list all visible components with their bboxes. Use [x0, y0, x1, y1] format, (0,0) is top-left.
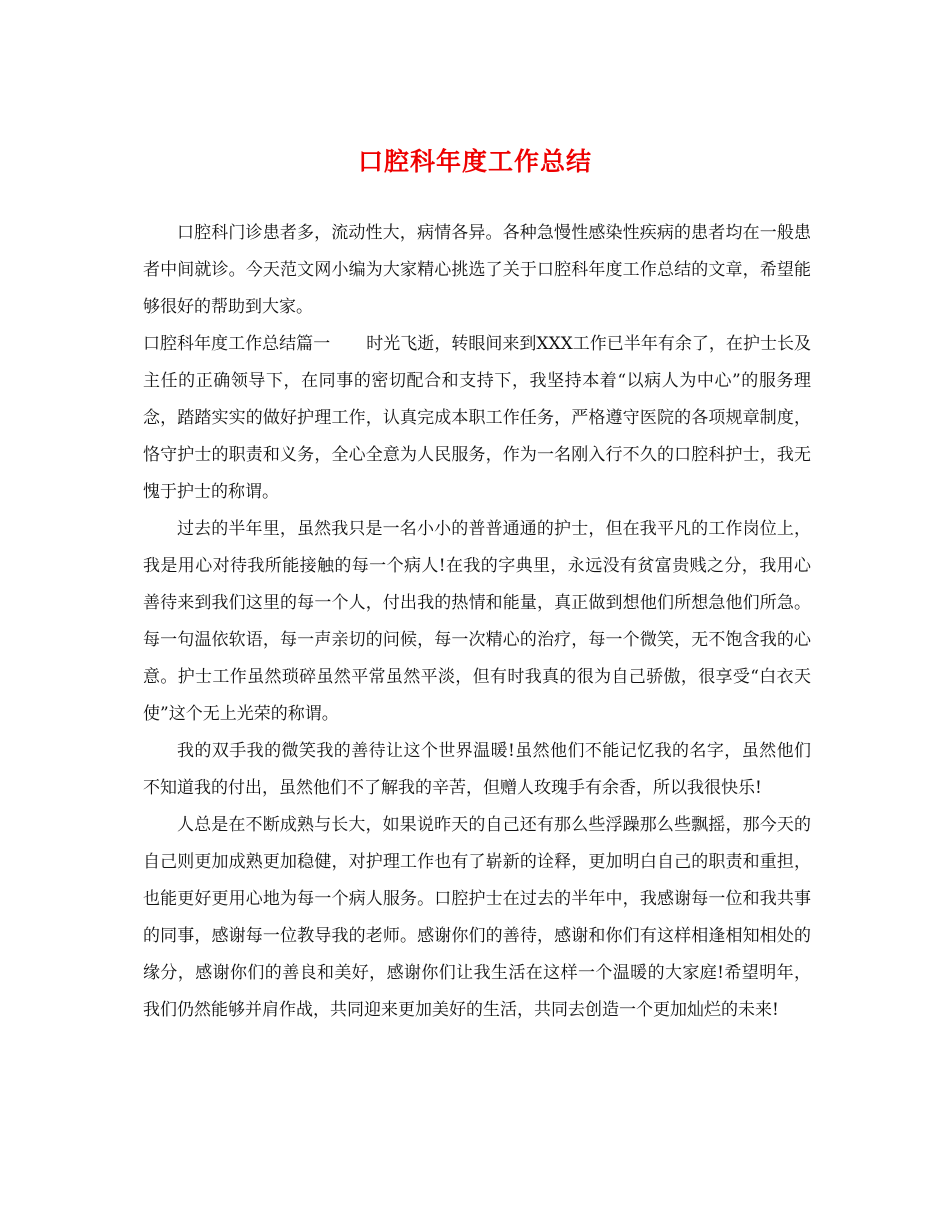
paragraph-warmth: 我的双手我的微笑我的善待让这个世界温暖!虽然他们不能记忆我的名字，虽然他们不知道我的付出，虽然他们不了解我的辛苦，但赠人玫瑰手有余香，所以我很快乐! — [143, 741, 811, 798]
section-heading: 口腔科年度工作总结篇一 — [143, 334, 331, 354]
paragraph-past-half-year: 过去的半年里，虽然我只是一名小小的普普通通的护士，但在我平凡的工作岗位上，我是用心对待我所能接触的每一个病人!在我的字典里，永远没有贫富贵贱之分，我用心善待来到我们这里的每一个人，付出我的热情和能量，真正做到想他们所想急他们所急。每一句温依软语，每一声亲切的问候，每一次精心的治疗，每一个微笑，无不饱含我的心意。护士工作虽然琐碎虽然平常虽然平淡，但有时我真的很为自己骄傲，很享受“白衣天使”这个无上光荣的称谓。 — [143, 519, 811, 724]
document-body — [143, 215, 811, 1029]
paragraph-intro: 口腔科门诊患者多，流动性大，病情各异。各种急慢性感染性疾病的患者均在一般患者中间就诊。今天范文网小编为大家精心挑选了关于口腔科年度工作总结的文章，希望能够很好的帮助到大家。 — [143, 223, 811, 317]
document-title: 口腔科年度工作总结 — [357, 147, 592, 176]
section-one-text: 时光飞逝，转眼间来到XXX工作已半年有余了，在护士长及主任的正确领导下，在同事的密切配合和支持下，我坚持本着“以病人为中心”的服务理念，踏踏实实的做好护理工作，认真完成本职工作任务，严格遵守医院的各项规章制度，恪守护士的职责和义务，全心全意为人民服务，作为一名刚入行不久的口腔科护士，我无愧于护士的称谓。 — [143, 334, 812, 502]
paragraph-section-one — [143, 326, 811, 511]
paragraph-growth: 人总是在不断成熟与长大，如果说昨天的自己还有那么些浮躁那么些飘摇，那今天的自己则更加成熟更加稳健，对护理工作也有了崭新的诠释，更加明白自己的职责和重担，也能更好更用心地为每一个病人服务。口腔护士在过去的半年中，我感谢每一位和我共事的同事，感谢每一位教导我的老师。感谢你们的善待，感谢和你们有这样相逢相知相处的缘分，感谢你们的善良和美好，感谢你们让我生活在这样一个温暖的大家庭!希望明年，我们仍然能够并肩作战，共同迎来更加美好的生活，共同去创造一个更加灿烂的未来! — [143, 815, 811, 1020]
